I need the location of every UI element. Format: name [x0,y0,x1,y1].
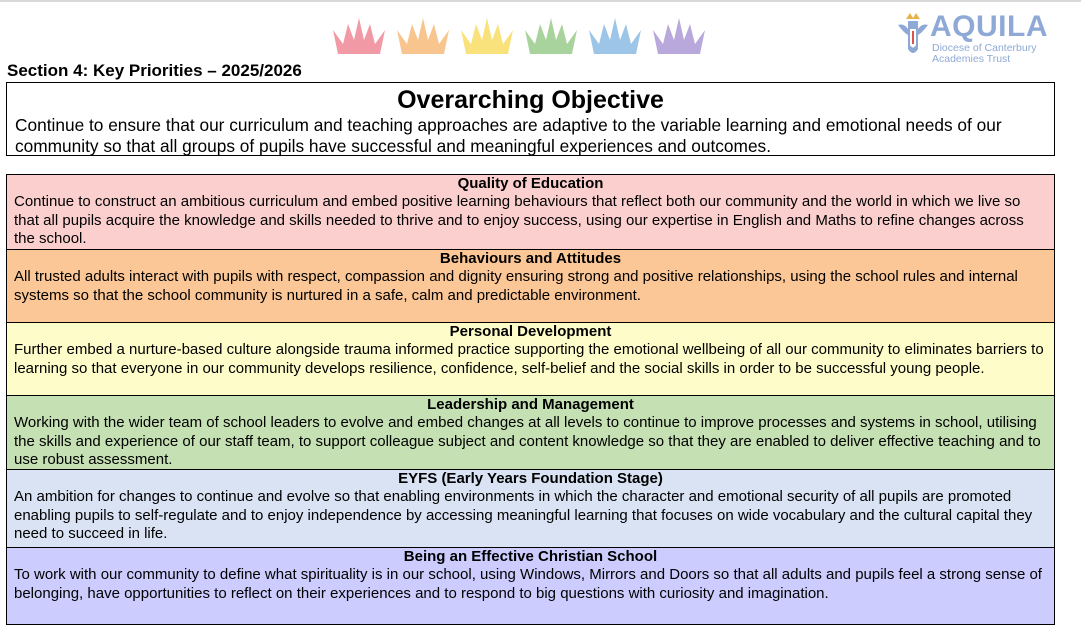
crown-icon [458,14,516,56]
priority-quality-of-education [7,175,1054,249]
objective-text: Continue to ensure that our curriculum and teaching approaches are adaptive to the variable learning and emotional needs of our community so that all groups of pupils have successful and meaningful experiences and outcomes. [15,115,1002,156]
objective-title: Overarching Objective [397,86,664,114]
crown-icon [650,14,708,56]
crown-icon [522,14,580,56]
priority-title: Leadership and Management [427,396,634,413]
crown-icon [394,14,452,56]
priority-text: All trusted adults interact with pupils with respect, compassion and dignity ensuring strong and positive relationships, using the school rules and internal systems so that the school community is nurtured in a safe, calm and predictable environment. [14,268,1018,304]
crown-banner [330,14,708,56]
crown-icon [586,14,644,56]
priority-title: Being an Effective Christian School [403,548,658,565]
priority-title: EYFS (Early Years Foundation Stage) [398,470,663,487]
priorities-table [6,174,1055,625]
priority-eyfs [7,469,1054,547]
crown-icon [330,14,388,56]
overarching-objective-box [6,82,1055,156]
top-border-line [0,0,1081,2]
logo-wordmark: AQUILA [930,10,1048,43]
priority-text: Continue to construct an ambitious curriculum and embed positive learning behaviours that reflect both our community and the world in which we live so that all pupils acquire the knowledge and skills needed to thrive and to enjoy success, using our expertise in English and Maths to refine changes across the school. [14,193,1024,247]
priority-title: Quality of Education [457,175,604,192]
aquila-logo [896,9,1078,69]
priority-text: Further embed a nurture-based culture alongside trauma informed practice supporting the emotional wellbeing of all our community to eliminates barriers to learning so that everyone in our community develops resilience, confidence, self-belief and the social skills in order to be successful young people. [14,341,1044,377]
priority-text: To work with our community to define what spirituality is in our school, using Windows, Mirrors and Doors so that all adults and pupils feel a strong sense of belonging, have opportunities to reflect on their experiences and to respond to big questions with curiosity and imagination. [14,566,1042,602]
logo-subtitle: Diocese of Canterbury [932,42,1037,54]
priority-text: An ambition for changes to continue and evolve so that enabling environments in which the character and emotional security of all pupils are promoted enabling pupils to self-regulate and to enjoy independence by accessing meaningful learning that focuses on wide vocabulary and the cultural capital they need to succeed in life. [14,488,1033,542]
eagle-shield-icon [896,11,930,61]
priority-title: Personal Development [449,323,612,340]
priority-christian-school [7,547,1054,624]
priority-text: Working with the wider team of school leaders to evolve and embed changes at all levels to continue to improve processes and systems in school, utilising the skills and experience of our staff team, to support colleague subject and content knowledge so that they are enabled to deliver effective teaching and to use robust assessment. [14,414,1041,468]
priority-title: Behaviours and Attitudes [439,250,622,267]
priority-personal-development [7,322,1054,395]
section-heading: Section 4: Key Priorities – 2025/2026 [7,61,302,80]
logo-subtitle: Academies Trust [932,53,1011,65]
priority-leadership-and-management [7,395,1054,469]
priority-behaviours-and-attitudes [7,249,1054,322]
